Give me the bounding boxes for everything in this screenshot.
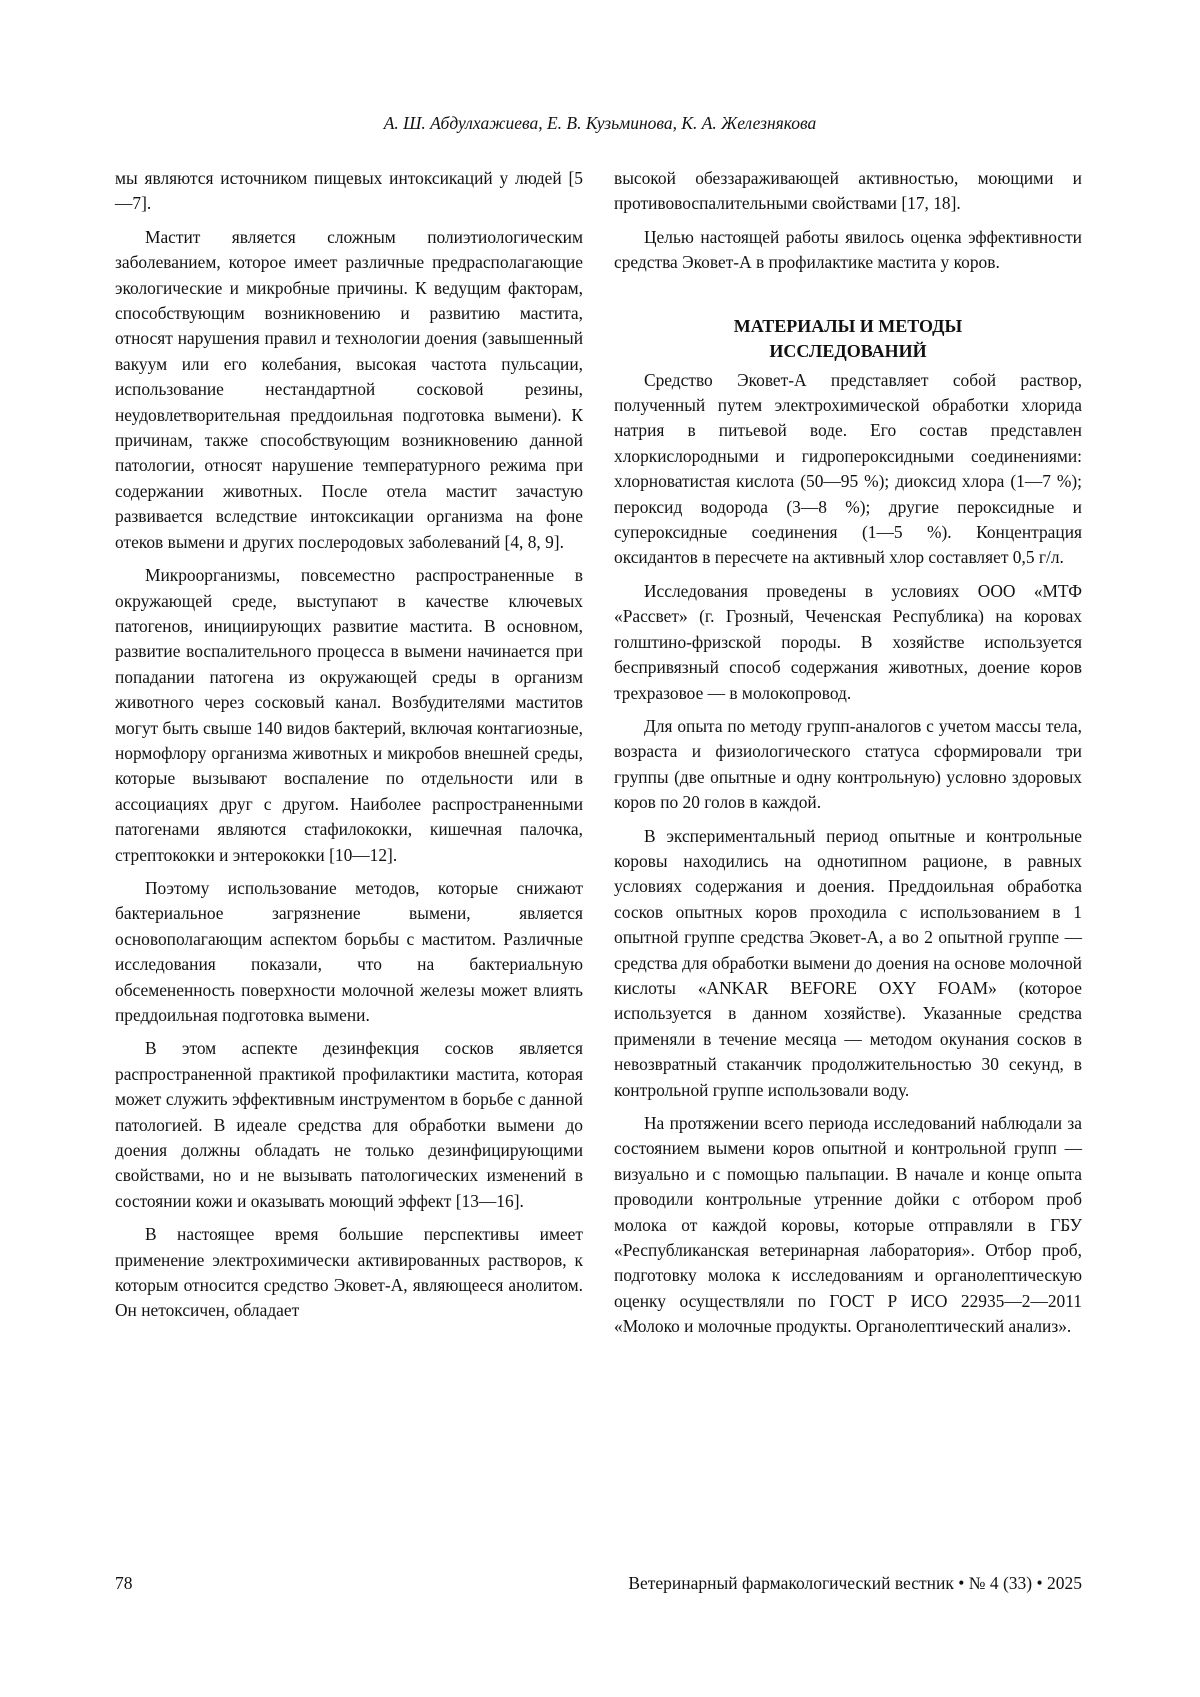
paragraph: На протяжении всего периода исследований наблюдали за состоянием вымени коров опытной и контрольной групп — визуально и с помощью пальпации. В начале и конце опыта проводили контрольные утренние дойки с отбором проб молока от каждой коровы, которые отправляли в ГБУ «Республиканская ветеринарная лаборатория». Отбор проб, подготовку молока к исследованиям и органолептическую оценку осуществляли по ГОСТ Р ИСО 22935—2—2011 «Молоко и молочные продукты. Органолептический анализ». [614, 1113, 1082, 1337]
page-number: 78 [115, 1573, 133, 1593]
journal-citation: Ветеринарный фармакологический вестник • № 4 (33) • 2025 [628, 1573, 1082, 1593]
paragraph: Целью настоящей работы явилось оценка эффективности средства Эковет-А в профилактике мастита у коров. [614, 226, 1082, 273]
paragraph: мы являются источником пищевых интоксикаций у людей [5—7]. [115, 168, 583, 214]
paragraph: Поэтому использование методов, которые снижают бактериальное загрязнение вымени, является основополагающим аспектом борьбы с маститом. Различные исследования показали, что на бактериальную обсемененность поверхности молочной железы может влиять преддоильная подготовка вымени. [115, 877, 583, 1025]
paragraph: Средство Эковет-А представляет собой раствор, полученный путем электрохимической обработки хлорида натрия в питьевой воде. Его состав представлен хлоркислородными и гидропероксидными соединениями: хлорноватистая кислота (50—95 %); диоксид хлора (1—7 %); пероксид водорода (3—8 %); другие пероксидные и супероксидные соединения (1—5 %). Концентрация оксидантов в пересчете на активный хлор составляет 0,5 г/л. [614, 369, 1082, 568]
paragraph: В настоящее время большие перспективы имеет применение электрохимически активированных растворов, к которым относится средство Эковет-А, являющееся анолитом. Он нетоксичен, обладает [115, 1224, 583, 1321]
paragraph: Мастит является сложным полиэтиологическим заболеванием, которое имеет различные предрасполагающие экологические и микробные причины. К ведущим факторам, способствующим возникновению и развитию мастита, относят нарушения правил и технологии доения (завышенный вакуум или его колебания, высокая частота пульсации, использование нестандартной сосковой резины, неудовлетворительная преддоильная подготовка вымени). К причинам, также способствующим возникновению данной патологии, относят нарушение температурного режима при содержании животных. После отела мастит зачастую развивается вследствие интоксикации организма на фоне отеков вымени и других послеродовых заболеваний [4, 8, 9]. [115, 226, 583, 552]
paragraph: Для опыта по методу групп-аналогов с учетом массы тела, возраста и физиологического статуса сформировали три группы (две опытные и одну контрольную) условно здоровых коров по 20 голов в каждой. [614, 715, 1082, 813]
paragraph: Исследования проведены в условиях ООО «МТФ «Рассвет» (г. Грозный, Чеченская Республика) на коровах голштино-фризской породы. В хозяйстве используется беспривязный способ содержания животных, доение коров трехразовое — в молокопровод. [614, 580, 1082, 703]
section-heading-materials-methods [614, 314, 1082, 364]
paragraph: высокой обеззараживающей активностью, моющими и противовоспалительными свойствами [17, 18]. [614, 168, 1082, 214]
right-column [614, 166, 1082, 1348]
paragraph: В экспериментальный период опытные и контрольные коровы находились на однотипном рационе, в равных условиях содержания и доения. Преддоильная обработка сосков опытных коров проходила с использованием в 1 опытной группе средства Эковет-А, а во 2 опытной группе — средства для обработки вымени до доения на основе молочной кислоты «ANKAR BEFORE OXY FOAM» (которое используется в данном хозяйстве). Указанные средства применяли в течение месяца — методом окунания сосков в невозвратный стаканчик продолжительностью 30 секунд, в контрольной группе использовали воду. [614, 825, 1082, 1100]
section-heading-line: МАТЕРИАЛЫ И МЕТОДЫ [733, 315, 963, 336]
running-head-authors: А. Ш. Абдулхажиева, Е. В. Кузьминова, К. А. Железнякова [383, 113, 817, 133]
paragraph: В этом аспекте дезинфекция сосков является распространенной практикой профилактики мастита, которая может служить эффективным инструментом в борьбе с данной патологией. В идеале средства для обработки вымени до доения должны обладать не только дезинфицирующими свойствами, но и не вызывать патологических изменений в состоянии кожи и оказывать моющий эффект [13—16]. [115, 1038, 583, 1211]
left-column [115, 166, 583, 1332]
paragraph: Микроорганизмы, повсеместно распространенные в окружающей среде, выступают в качестве ключевых патогенов, инициирующих развитие мастита. В основном, развитие воспалительного процесса в вымени начинается при попадании патогена из окружающей среды в организм животного через сосковый канал. Возбудителями маститов могут быть свыше 140 видов бактерий, включая контагиозные, нормофлору организма животных и микробов внешней среды, которые вызывают воспаление по отдельности или в ассоциациях друг с другом. Наиболее распространенными патогенами являются стафилококки, кишечная палочка, стрептококки и энтерококки [10—12]. [115, 565, 583, 865]
section-heading-line: ИССЛЕДОВАНИЙ [769, 340, 927, 361]
